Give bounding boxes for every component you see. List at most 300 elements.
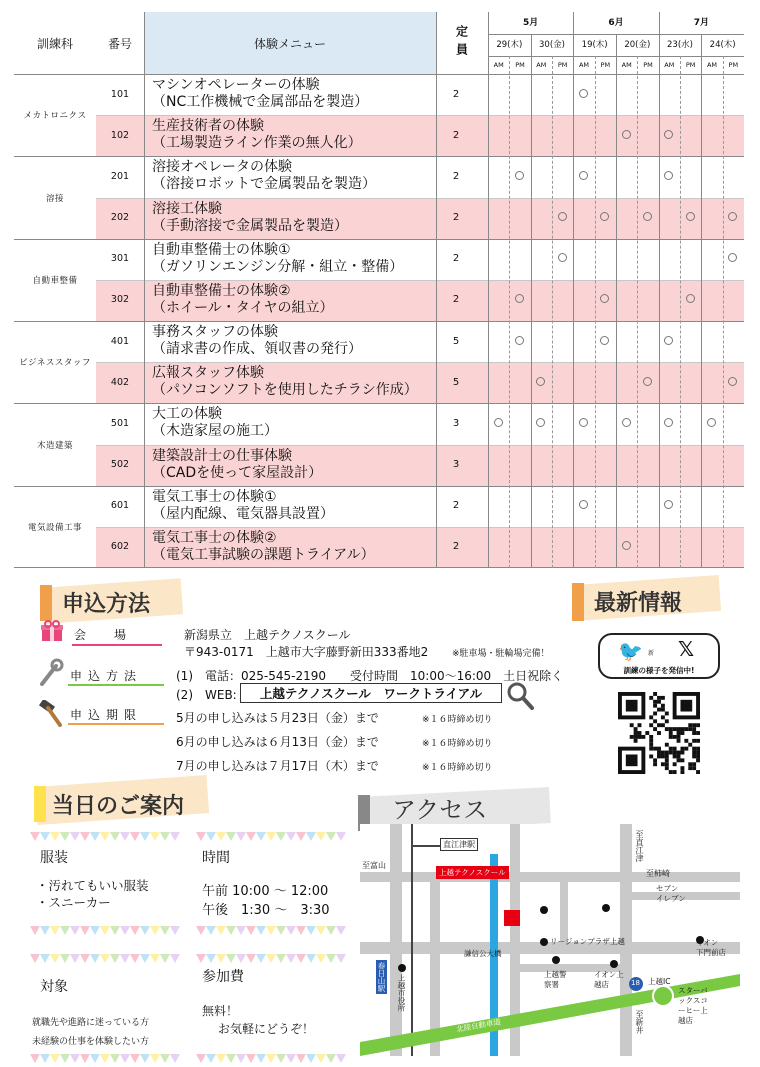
pennant [216, 926, 226, 935]
pennant [226, 954, 236, 963]
menu-title-main: 事務スタッフの体験 [152, 324, 278, 340]
deadline-may-note: ※１６時締め切り [422, 715, 493, 725]
ampm-label: AM [664, 61, 675, 69]
menu-title-main: マシンオペレーターの体験 [152, 77, 320, 93]
pennant [160, 1054, 170, 1063]
capacity-value: 2 [452, 129, 460, 141]
row-number: 601 [110, 500, 130, 512]
pennant [336, 926, 346, 935]
menu-title-main: 溶接オペレータの体験 [152, 159, 292, 176]
pennant [30, 1054, 40, 1063]
available-mark [622, 541, 631, 550]
date-header [488, 12, 744, 74]
pennant [150, 954, 160, 963]
clothes-item-2: ・スニーカー [36, 895, 111, 910]
pennant [316, 926, 326, 935]
row-number: 602 [110, 541, 130, 553]
pennant [226, 832, 236, 841]
pennant [296, 926, 306, 935]
available-mark [664, 171, 673, 180]
available-mark [515, 294, 524, 303]
sns-caption: 訓練の様子を発信中! [623, 666, 695, 675]
menu-title [144, 530, 434, 564]
field-label: 自動車整備 [32, 275, 78, 286]
menu-title-sub: （ホイール・タイヤの組立） [152, 299, 334, 316]
map-to-kakizaki: 至柿崎 [646, 869, 670, 878]
pennant [286, 1054, 296, 1063]
menu-title [144, 159, 434, 193]
pennant [296, 954, 306, 963]
deadline-jul-note: ※１６時締め切り [422, 763, 493, 773]
pennant [40, 926, 50, 935]
map-kenshin-bridge: 謙信公大橋 [464, 949, 502, 958]
method-line1: (1) 電話：025-545-2190 受付時間 10:00～16:00 土日祝除く [176, 669, 564, 683]
access-banner: アクセス [392, 796, 488, 824]
pennant [60, 1054, 70, 1063]
table-row [96, 486, 744, 527]
month-label: 5月 [523, 18, 539, 28]
pennant [236, 926, 246, 935]
pennant [256, 832, 266, 841]
pennant [246, 1054, 256, 1063]
clothes-item-1: ・汚れてもいい服装 [36, 878, 149, 893]
row-number: 101 [110, 88, 130, 100]
pennant [336, 1054, 346, 1063]
pennant [140, 1054, 150, 1063]
guide-banner: 当日のご案内 [52, 794, 185, 819]
pennant [226, 1054, 236, 1063]
pennant [306, 1054, 316, 1063]
pennant [336, 832, 346, 841]
pennant [256, 954, 266, 963]
table-row [96, 115, 744, 156]
available-mark [728, 377, 737, 386]
target-title: 対象 [40, 979, 68, 995]
ampm-label: PM [728, 61, 739, 69]
available-mark [558, 212, 567, 221]
menu-title-main: 電気工事士の体験① [152, 488, 277, 505]
menu-title-sub: （NC工作機械で金属部品を製造） [152, 94, 369, 110]
capacity-value: 2 [452, 212, 460, 224]
date-label: 23(水) [667, 40, 693, 50]
menu-title [144, 118, 434, 152]
pennant [140, 832, 150, 841]
pennant [130, 832, 140, 841]
guide-banner-bar [34, 786, 46, 822]
map-school-label: 上越テクノスクール [436, 866, 509, 879]
available-mark [558, 253, 567, 262]
pennant [80, 954, 90, 963]
menu-title-main: 電気工事士の体験② [152, 529, 277, 546]
pennant [60, 954, 70, 963]
capacity-value: 2 [452, 541, 460, 553]
web-search-text: 上越テクノスクール ワークトライアル [259, 686, 483, 701]
pennant [160, 832, 170, 841]
row-number: 402 [110, 376, 130, 388]
method-label: 申込方法 [70, 669, 143, 683]
pennant [286, 832, 296, 841]
map-police: 上越警察署 [544, 970, 567, 989]
field-label: 木造建築 [36, 440, 73, 451]
time-pm: 午後 1:30 ～ 3:30 [202, 903, 330, 918]
header-capacity: 定員 [454, 25, 469, 61]
menu-title-sub: （電気工事試験の課題トライアル） [152, 546, 375, 563]
pennant [40, 832, 50, 841]
ampm-label: PM [600, 61, 611, 69]
available-mark [579, 89, 588, 98]
pennant [150, 926, 160, 935]
deadline-label: 申込期限 [70, 708, 143, 722]
pennant [266, 832, 276, 841]
table-row [96, 280, 744, 321]
available-mark [728, 212, 737, 221]
pennant [60, 832, 70, 841]
map-city-hall: 上越市役所 [397, 974, 406, 1012]
pennant [266, 1054, 276, 1063]
table-row [96, 403, 744, 444]
menu-title [144, 242, 434, 276]
map-starbucks: スターバックスコーヒー上越店 [678, 986, 708, 1025]
pennant [100, 926, 110, 935]
pennant [90, 1054, 100, 1063]
ampm-label: PM [685, 61, 696, 69]
fee-line2: お気軽にどうぞ！ [218, 1022, 315, 1036]
pennant [326, 832, 336, 841]
header-number: 番号 [107, 36, 132, 51]
pennant [276, 1054, 286, 1063]
schedule-table [14, 12, 744, 568]
menu-title-sub: （工場製造ライン作業の無人化） [152, 135, 362, 152]
capacity-value: 2 [452, 88, 460, 100]
pennant [276, 954, 286, 963]
map-aeon-joetsu: イオン上越店 [594, 970, 624, 989]
map-joetsu-ic: 上越IC [648, 977, 671, 986]
pennant [336, 954, 346, 963]
available-mark [600, 336, 609, 345]
date-label: 20(金) [624, 40, 651, 50]
map-to-arai: 至新井 [635, 1010, 644, 1034]
date-label: 24(木) [709, 40, 736, 50]
pennant [140, 954, 150, 963]
pennant [90, 832, 100, 841]
pennant [306, 832, 316, 841]
available-mark [600, 294, 609, 303]
pennant [236, 954, 246, 963]
pennant [216, 954, 226, 963]
pennant [160, 954, 170, 963]
map-to-toyama: 至富山 [362, 861, 386, 870]
sns-small-text: 新 [648, 650, 655, 657]
ampm-label: AM [578, 61, 590, 69]
table-row [96, 239, 744, 280]
capacity-value: 3 [452, 417, 460, 429]
available-mark [600, 212, 609, 221]
row-number: 301 [110, 253, 130, 265]
x-icon: 𝕏 [678, 637, 695, 661]
menu-title [144, 406, 434, 440]
map-expressway: 北陸自動車道 [455, 1017, 502, 1034]
menu-title-sub: （CADを使って家屋設計） [152, 464, 323, 481]
venue-underline [72, 644, 162, 646]
deadline-may: 5月の申し込みは５月23日（金）まで [176, 711, 379, 725]
menu-title [144, 77, 434, 111]
pennant [110, 954, 120, 963]
map-station-naoetsu: 直江津駅 [440, 838, 478, 851]
menu-title [144, 365, 434, 399]
pennant [196, 926, 206, 935]
available-mark [515, 336, 524, 345]
pennant [100, 1054, 110, 1063]
row-number: 502 [110, 459, 130, 471]
pennant [30, 926, 40, 935]
pennant [170, 1054, 180, 1063]
sns-bubble[interactable] [598, 633, 720, 679]
pennant [50, 1054, 60, 1063]
table-row [96, 527, 744, 568]
clothes-title: 服装 [40, 850, 68, 866]
capacity-value: 2 [452, 294, 460, 306]
map-regional-plaza: リージョンプラザ上越 [550, 937, 625, 946]
menu-title-sub: （パソコンソフトを使用したチラシ作成） [152, 382, 418, 399]
capacity-value: 5 [452, 376, 460, 388]
apply-banner-bar [40, 585, 52, 621]
header-field: 訓練科 [36, 36, 73, 51]
row-number: 302 [110, 294, 130, 306]
wrench-icon [36, 658, 64, 688]
fee-line1: 無料！ [202, 1004, 239, 1018]
menu-title [144, 283, 434, 317]
available-mark [536, 418, 545, 427]
venue-line1: 新潟県立 上越テクノスクール [184, 628, 351, 642]
pennant [256, 926, 266, 935]
pennant [120, 926, 130, 935]
method-underline [68, 684, 164, 686]
news-banner-bar [572, 583, 584, 621]
pennant [236, 1054, 246, 1063]
menu-title [144, 324, 434, 358]
month-label: 7月 [693, 18, 709, 28]
pennant [256, 1054, 266, 1063]
pennant [170, 954, 180, 963]
ampm-label: AM [493, 61, 504, 69]
pennant [246, 832, 256, 841]
available-mark [707, 418, 716, 427]
pennant [70, 1054, 80, 1063]
menu-title [144, 489, 434, 523]
pennant [266, 954, 276, 963]
pennant [206, 1054, 216, 1063]
pennant [316, 954, 326, 963]
pennant [196, 954, 206, 963]
field-label: 溶接 [45, 193, 64, 204]
pennant [226, 926, 236, 935]
available-mark [494, 418, 503, 427]
menu-title-main: 大工の体験 [152, 406, 222, 423]
ampm-label: AM [621, 61, 632, 69]
pennant [50, 926, 60, 935]
row-number: 202 [110, 212, 130, 224]
ampm-label: PM [643, 61, 653, 69]
pennant [50, 832, 60, 841]
deadline-jul: 7月の申し込みは７月17日（木）まで [176, 759, 379, 773]
pennant [296, 832, 306, 841]
menu-title-sub: （木造家屋の施工） [152, 423, 278, 440]
pennant [266, 926, 276, 935]
pennant [150, 1054, 160, 1063]
pennant [30, 954, 40, 963]
row-number: 401 [110, 335, 130, 347]
available-mark [622, 130, 631, 139]
menu-title [144, 201, 434, 235]
pennant [196, 832, 206, 841]
schedule-rows [14, 74, 744, 568]
apply-banner: 申込方法 [62, 592, 151, 617]
available-mark [664, 500, 673, 509]
fee-title: 参加費 [202, 969, 244, 985]
menu-title-main: 生産技術者の体験 [152, 118, 264, 135]
ampm-label: PM [557, 61, 568, 69]
pennant [50, 954, 60, 963]
menu-title-main: 自動車整備士の体験② [152, 282, 291, 299]
date-label: 30(金) [539, 40, 565, 50]
pennant [40, 954, 50, 963]
header-menu: 体験メニュー [144, 12, 436, 74]
deadline-underline [68, 723, 164, 725]
table-row [96, 156, 744, 197]
pennant [80, 1054, 90, 1063]
venue-label: 会場 [74, 628, 155, 642]
time-am: 午前 10:00 ～ 12:00 [202, 884, 329, 899]
pennant [306, 954, 316, 963]
pennant [246, 926, 256, 935]
pennant [286, 926, 296, 935]
pennant [296, 1054, 306, 1063]
date-label: 19(木) [581, 40, 608, 50]
pennant [206, 926, 216, 935]
pennant [140, 926, 150, 935]
pennant [90, 954, 100, 963]
capacity-value: 3 [452, 459, 460, 471]
table-row [96, 321, 744, 362]
capacity-value: 2 [452, 170, 460, 182]
available-mark [622, 418, 631, 427]
search-icon[interactable] [506, 681, 534, 711]
twitter-icon: 🐦 [618, 639, 643, 663]
pennant [130, 1054, 140, 1063]
field-label: メカトロニクス [23, 111, 87, 122]
menu-title-main: 自動車整備士の体験① [152, 241, 291, 258]
pennant [170, 832, 180, 841]
menu-title-sub: （ガソリンエンジン分解・組立・整備） [152, 258, 404, 275]
available-mark [664, 130, 673, 139]
web-search-box[interactable] [240, 683, 502, 703]
pennant [150, 832, 160, 841]
available-mark [686, 294, 695, 303]
pennant [316, 832, 326, 841]
menu-title-sub: （屋内配線、電気器具設置） [152, 505, 334, 522]
map-aeon-shimomonzen: イオン 下門前店 [696, 938, 726, 957]
menu-title-main: 広報スタッフ体験 [152, 365, 264, 382]
access-map [360, 824, 740, 1056]
capacity-value: 2 [452, 253, 460, 265]
pennant [130, 926, 140, 935]
available-mark [686, 212, 695, 221]
capacity-value: 5 [452, 335, 460, 347]
pennant [306, 926, 316, 935]
pennant [326, 1054, 336, 1063]
gift-icon [40, 620, 64, 642]
pennant [40, 1054, 50, 1063]
deadline-jun-note: ※１６時締め切り [422, 739, 493, 749]
menu-title-main: 建築設計士の仕事体験 [152, 447, 292, 464]
table-row [96, 74, 744, 115]
available-mark [664, 336, 673, 345]
qr-code-icon[interactable] [618, 692, 700, 774]
menu-title-sub: （溶接ロボットで金属製品を製造） [152, 176, 376, 193]
pennant [70, 954, 80, 963]
pennant [276, 926, 286, 935]
available-mark [579, 418, 588, 427]
pennant [110, 1054, 120, 1063]
menu-title-sub: （請求書の作成、領収書の発行） [152, 341, 362, 357]
map-kasugayama-station: 春日山駅 [377, 962, 386, 992]
available-mark [643, 377, 652, 386]
capacity-value: 2 [452, 500, 460, 512]
pennant [90, 926, 100, 935]
pennant [246, 954, 256, 963]
pennant [286, 954, 296, 963]
time-title: 時間 [202, 850, 230, 866]
row-number: 102 [110, 129, 130, 141]
pennant [100, 832, 110, 841]
pennant [206, 832, 216, 841]
pennant [70, 832, 80, 841]
map-to-naoetsu: 至直江津 [635, 830, 644, 862]
pennant [206, 954, 216, 963]
pennant [216, 832, 226, 841]
menu-title-main: 溶接工体験 [152, 200, 222, 217]
pennant [120, 1054, 130, 1063]
pennant [170, 926, 180, 935]
hammer-icon [38, 700, 64, 728]
venue-line2: 〒943-0171 上越市大字藤野新田333番地2 [184, 645, 429, 659]
pennant [80, 926, 90, 935]
target-line1: 就職先や進路に迷っている方 [32, 1018, 150, 1028]
pennant [316, 1054, 326, 1063]
pennant [80, 832, 90, 841]
field-label: ビジネススタッフ [19, 358, 91, 369]
row-number: 201 [110, 170, 130, 182]
available-mark [664, 418, 673, 427]
field-label: 電気設備工事 [27, 522, 82, 533]
menu-title [144, 448, 434, 482]
venue-note: ※駐車場・駐輪場完備！ [452, 649, 550, 659]
pennant [100, 954, 110, 963]
pennant [110, 926, 120, 935]
news-banner: 最新情報 [594, 591, 683, 616]
pennant [70, 926, 80, 935]
menu-title-sub: （手動溶接で金属製品を製造） [152, 217, 348, 234]
pennant [160, 926, 170, 935]
pennant [60, 926, 70, 935]
method-line2-prefix: (2) WEB: [176, 688, 237, 702]
pennant [130, 954, 140, 963]
pennant [236, 832, 246, 841]
available-mark [643, 212, 652, 221]
pennant [110, 832, 120, 841]
ampm-label: AM [706, 61, 718, 69]
available-mark [579, 500, 588, 509]
